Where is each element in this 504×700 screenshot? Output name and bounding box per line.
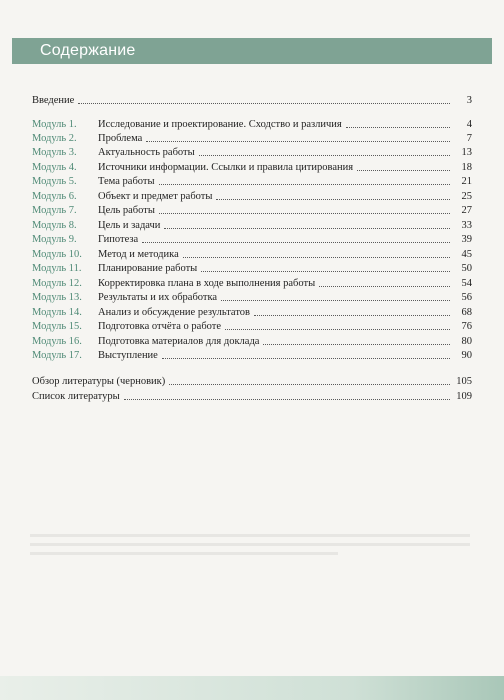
toc-module-number: Модуль 7. xyxy=(32,205,77,216)
toc-module-number: Модуль 6. xyxy=(32,191,77,202)
toc-title: Анализ и обсуждение результатов xyxy=(98,307,250,318)
toc-title: Подготовка материалов для доклада xyxy=(98,336,260,347)
toc-title: Корректировка плана в ходе выполнения работы xyxy=(98,278,316,289)
dot-leader xyxy=(142,233,450,243)
toc-title: Объект и предмет работы xyxy=(98,191,213,202)
dot-leader xyxy=(357,161,450,171)
toc-module-number: Модуль 16. xyxy=(32,336,82,347)
toc-page-number: 18 xyxy=(461,162,472,173)
toc-entry[interactable] xyxy=(32,335,472,349)
dot-leader xyxy=(164,219,450,229)
toc-entry[interactable] xyxy=(32,320,472,334)
toc-entry[interactable] xyxy=(32,118,472,132)
toc-page-number: 25 xyxy=(461,191,472,202)
toc-entry[interactable] xyxy=(32,277,472,291)
dot-leader xyxy=(124,390,450,400)
bottom-decorative-band xyxy=(0,676,504,700)
dot-leader xyxy=(319,277,450,287)
toc-title: Планирование работы xyxy=(98,263,198,274)
toc-entry[interactable] xyxy=(32,349,472,363)
dot-leader xyxy=(216,190,450,200)
toc-module-number: Модуль 3. xyxy=(32,147,77,158)
toc-title: Источники информации. Ссылки и правила цитирования xyxy=(98,162,354,173)
toc-module-number: Модуль 4. xyxy=(32,162,77,173)
toc-page-number: 13 xyxy=(461,147,472,158)
page-title: Содержание xyxy=(40,42,136,59)
toc-title: Актуальность работы xyxy=(98,147,195,158)
dot-leader xyxy=(263,335,450,345)
toc-page-number: 105 xyxy=(456,376,472,387)
toc-title: Подготовка отчёта о работе xyxy=(98,321,222,332)
toc-title: Проблема xyxy=(98,133,143,144)
toc-module-number: Модуль 10. xyxy=(32,249,82,260)
toc-title: Тема работы xyxy=(98,176,155,187)
dot-leader xyxy=(78,94,450,104)
toc-page-number: 7 xyxy=(466,133,472,144)
dot-leader xyxy=(199,146,450,156)
toc-page-number: 39 xyxy=(461,234,472,245)
toc-page-number: 3 xyxy=(466,95,472,106)
toc-page-number: 27 xyxy=(461,205,472,216)
dot-leader xyxy=(346,118,450,128)
toc-module-number: Модуль 13. xyxy=(32,292,82,303)
show-through-text xyxy=(30,528,470,568)
toc-title: Цель и задачи xyxy=(98,220,161,231)
toc-title: Введение xyxy=(32,95,75,106)
toc-entry[interactable] xyxy=(32,161,472,175)
toc-entry[interactable] xyxy=(32,204,472,218)
toc-entry[interactable] xyxy=(32,175,472,189)
toc-module-number: Модуль 12. xyxy=(32,278,82,289)
toc-page-number: 50 xyxy=(461,263,472,274)
toc-module-number: Модуль 1. xyxy=(32,119,77,130)
toc-page-number: 90 xyxy=(461,350,472,361)
toc-entry[interactable] xyxy=(32,375,472,389)
toc-page-number: 76 xyxy=(461,321,472,332)
dot-leader xyxy=(183,248,450,258)
toc-entry[interactable] xyxy=(32,233,472,247)
toc-entry[interactable] xyxy=(32,190,472,204)
toc-module-number: Модуль 11. xyxy=(32,263,82,274)
toc-entry[interactable] xyxy=(32,262,472,276)
toc-page-number: 54 xyxy=(461,278,472,289)
dot-leader xyxy=(159,204,450,214)
dot-leader xyxy=(162,349,450,359)
toc-page-number: 33 xyxy=(461,220,472,231)
toc-module-number: Модуль 8. xyxy=(32,220,77,231)
toc-title: Выступление xyxy=(98,350,158,361)
toc-module-number: Модуль 9. xyxy=(32,234,77,245)
toc-title: Исследование и проектирование. Сходство и различия xyxy=(98,119,342,130)
dot-leader xyxy=(201,262,450,272)
toc-page-number: 56 xyxy=(461,292,472,303)
toc-title: Гипотеза xyxy=(98,234,139,245)
toc-entry[interactable] xyxy=(32,94,472,108)
toc-entry[interactable] xyxy=(32,132,472,146)
toc-title: Результаты и их обработка xyxy=(98,292,218,303)
toc-page-number: 21 xyxy=(461,176,472,187)
dot-leader xyxy=(146,132,450,142)
toc-module-number: Модуль 17. xyxy=(32,350,82,361)
toc-page-number: 80 xyxy=(461,336,472,347)
toc-module-number: Модуль 5. xyxy=(32,176,77,187)
dot-leader xyxy=(159,175,450,185)
toc-entry[interactable] xyxy=(32,306,472,320)
toc-page-number: 4 xyxy=(466,119,472,130)
toc-module-number: Модуль 15. xyxy=(32,321,82,332)
toc-page-number: 109 xyxy=(456,391,472,402)
dot-leader xyxy=(221,291,450,301)
dot-leader xyxy=(169,375,450,385)
toc-title: Цель работы xyxy=(98,205,155,216)
toc-entry[interactable] xyxy=(32,248,472,262)
toc-title: Обзор литературы (черновик) xyxy=(32,376,166,387)
toc-module-number: Модуль 14. xyxy=(32,307,82,318)
toc-entry[interactable] xyxy=(32,219,472,233)
toc-entry[interactable] xyxy=(32,390,472,404)
toc-page-number: 45 xyxy=(461,249,472,260)
toc-entry[interactable] xyxy=(32,291,472,305)
toc-title: Список литературы xyxy=(32,391,120,402)
toc-entry[interactable] xyxy=(32,146,472,160)
toc-title: Метод и методика xyxy=(98,249,179,260)
dot-leader xyxy=(225,320,450,330)
toc-page-number: 68 xyxy=(461,307,472,318)
toc-module-number: Модуль 2. xyxy=(32,133,77,144)
dot-leader xyxy=(254,306,450,316)
